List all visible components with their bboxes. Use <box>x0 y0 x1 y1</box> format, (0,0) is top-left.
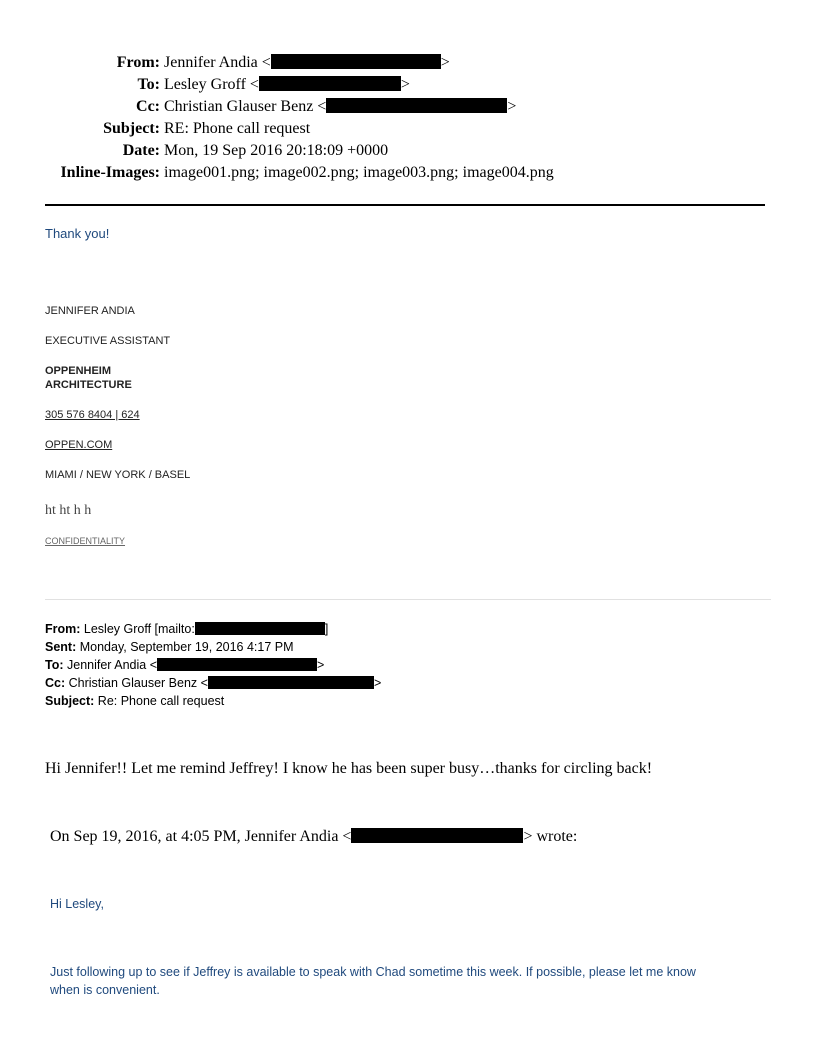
quoted-subject-label: Subject: <box>45 694 95 708</box>
quoted-to-row <box>45 656 381 674</box>
date-value: Mon, 19 Sep 2016 20:18:09 +0000 <box>164 142 389 159</box>
close-bracket: > <box>507 98 517 115</box>
to-name: Lesley Groff < <box>164 76 259 93</box>
quoted-from-label: From: <box>45 622 81 636</box>
original-line1: Just following up to see if Jeffrey is available to speak with Chad sometime this week. If possible, please let me know <box>50 965 696 979</box>
cc-value <box>164 97 516 117</box>
reply-message: Hi Jennifer!! Let me remind Jeffrey! I know he has been super busy…thanks for circling back! <box>45 760 653 777</box>
wrote-suffix: > wrote: <box>523 828 578 845</box>
quoted-subject-row <box>45 692 381 710</box>
close-bracket: > <box>440 54 450 71</box>
quoted-from-value: Lesley Groff [mailto: <box>83 622 195 636</box>
wrote-line <box>50 828 577 846</box>
signature-phone[interactable] <box>45 408 140 422</box>
cc-label: Cc: <box>136 98 160 115</box>
quoted-cc-value: Christian Glauser Benz < <box>68 676 208 690</box>
email-header <box>0 53 816 185</box>
quoted-subject-value: Re: Phone call request <box>97 694 225 708</box>
header-from-row <box>0 53 816 75</box>
header-cc-row <box>0 97 816 119</box>
header-divider <box>45 204 765 206</box>
close-bracket: > <box>317 658 325 672</box>
signature-company-line2: ARCHITECTURE <box>45 379 132 391</box>
quoted-to-value: Jennifer Andia < <box>67 658 157 672</box>
to-value <box>164 75 410 95</box>
confidentiality-link[interactable]: CONFIDENTIALITY <box>45 536 126 546</box>
quoted-sent-value: Monday, September 19, 2016 4:17 PM <box>79 640 294 654</box>
original-line2: when is convenient. <box>50 983 160 997</box>
header-subject-row <box>0 119 816 141</box>
signature-title: EXECUTIVE ASSISTANT <box>45 335 171 347</box>
quoted-to-label: To: <box>45 658 64 672</box>
quoted-from-row <box>45 620 381 638</box>
from-value <box>164 53 450 73</box>
phone-link[interactable]: 305 576 8404 | 624 <box>45 409 140 421</box>
signature-website[interactable] <box>45 438 112 452</box>
date-label: Date: <box>122 142 160 159</box>
quoted-header <box>45 620 381 710</box>
header-inline-images-row <box>0 163 816 185</box>
quoted-sent-row <box>45 638 381 656</box>
quoted-cc-row <box>45 674 381 692</box>
redacted-email <box>259 76 401 91</box>
header-date-row <box>0 141 816 163</box>
from-name: Jennifer Andia < <box>164 54 271 71</box>
quoted-divider <box>45 599 771 600</box>
redacted-email <box>195 622 325 635</box>
signature-company-line1: OPPENHEIM <box>45 365 112 377</box>
redacted-email <box>326 98 507 113</box>
inline-images-label: Inline-Images: <box>60 164 160 181</box>
to-label: To: <box>137 76 160 93</box>
close-bracket: > <box>373 676 382 690</box>
subject-label: Subject: <box>103 120 160 137</box>
header-to-row <box>0 75 816 97</box>
redacted-email <box>208 676 374 689</box>
signature-name: JENNIFER ANDIA <box>45 305 135 317</box>
quoted-sent-label: Sent: <box>45 640 77 654</box>
cc-name: Christian Glauser Benz < <box>164 98 327 115</box>
subject-value: RE: Phone call request <box>164 120 311 137</box>
redacted-email <box>157 658 317 671</box>
signature-locations: MIAMI / NEW YORK / BASEL <box>45 469 191 481</box>
wrote-prefix: On Sep 19, 2016, at 4:05 PM, Jennifer Andia < <box>50 828 352 845</box>
thanks-text: Thank you! <box>45 226 110 241</box>
inline-images-value: image001.png; image002.png; image003.png; image004.png <box>164 164 554 181</box>
quoted-cc-label: Cc: <box>45 676 66 690</box>
from-label: From: <box>116 54 160 71</box>
redacted-email <box>271 54 441 69</box>
original-greeting: Hi Lesley, <box>50 897 104 911</box>
signature-image-placeholder: ht ht h h <box>45 503 92 515</box>
close-bracket: > <box>400 76 410 93</box>
redacted-email <box>351 828 523 843</box>
website-link[interactable]: OPPEN.COM <box>45 439 113 451</box>
quoted-from-close: ] <box>324 622 329 636</box>
